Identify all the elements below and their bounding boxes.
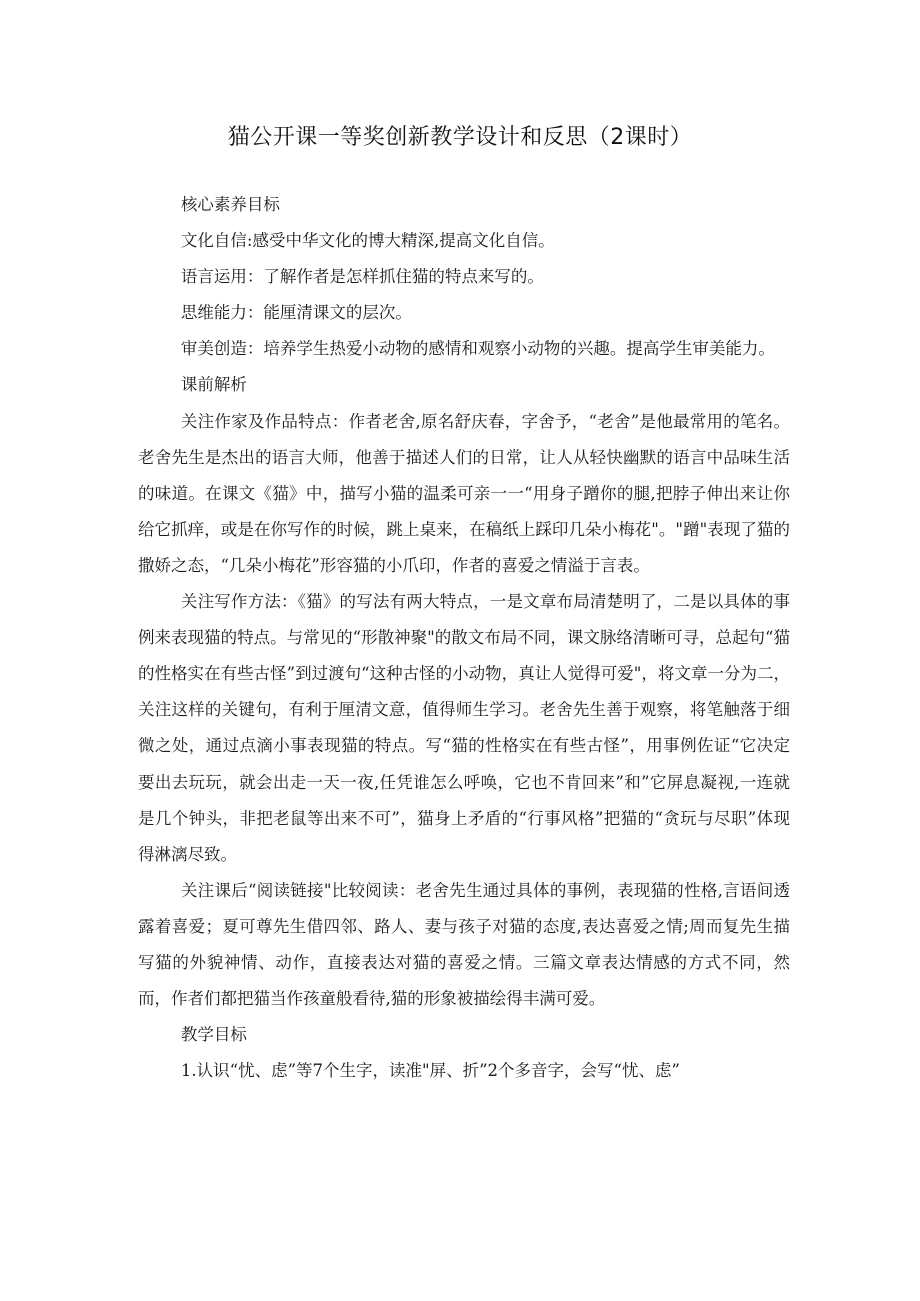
paragraph-author-features: 关注作家及作品特点：作者老舍,原名舒庆春，字舍予，“老舍”是他最常用的笔名。老舍先生是杰出的语言大师，他善于描述人们的日常，让人从轻快幽默的语言中品味生活的味道。在课文《猫》中，描写小猫的温柔可亲一一“用身子蹭你的腿,把脖子伸出来让你给它抓痒，或是在你写作的时候，跳上桌来，在稿纸上踩印几朵小梅花"。"蹭"表现了猫的撒娇之态，“几朵小梅花”形容猫的小爪印，作者的喜爱之情溢于言表。 <box>138 411 790 575</box>
paragraph-reading-link: 关注课后“阅读链接"比较阅读：老舍先生通过具体的事例，表现猫的性格,言语间透露着喜爱；夏可尊先生借四邻、路人、妻与孩子对猫的态度,表达喜爱之情;周而复先生描写猫的外貌神情、动作，直接表达对猫的喜爱之情。三篇文章表达情感的方式不同，然而，作者们都把猫当作孩童般看待,猫的形象被描绘得丰满可爱。 <box>138 880 790 1009</box>
paragraph-goal-1: 1.认识“忧、虑”等7个生字，读准"屏、折”2个多音字，会写“忧、虑” <box>180 1061 680 1081</box>
document-title: 猫公开课一等奖创新教学设计和反思（2课时） <box>227 125 693 150</box>
paragraph-language-use: 语言运用：了解作者是怎样抓住猫的特点来写的。 <box>180 267 544 287</box>
section-heading-teaching-goals: 教学目标 <box>180 1025 247 1045</box>
paragraph-cultural-confidence: 文化自信:感受中华文化的博大精深,提高文化自信。 <box>180 231 555 251</box>
section-heading-core-goals: 核心素养目标 <box>180 195 280 214</box>
paragraph-thinking-ability: 思维能力：能厘清课文的层次。 <box>180 303 412 323</box>
paragraph-writing-method: 关注写作方法：《猫》的写法有两大特点，一是文章布局清楚明了，二是以具体的事例来表现猫的特点。与常见的“形散神聚"的散文布局不同，课文脉络清晰可寻，总起句“猫的性格实在有些古怪”到过渡句“这种古怪的小动物，真让人觉得可爱"，将文章一分为二，关注这样的关键句，有利于厘清文意，值得师生学习。老舍先生善于观察，将笔触落于细微之处，通过点滴小事表现猫的特点。写“猫的性格实在有些古怪”，用事例佐证“它决定要出去玩玩，就会出走一天一夜,任凭谁怎么呼唤，它也不肯回来”和”它屏息凝视,一连就是几个钟头，非把老鼠等出来不可”，猫身上矛盾的“行事风格”把猫的“贪玩与尽职”体现得淋漓尽致。 <box>138 592 790 864</box>
paragraph-aesthetic-creation: 审美创造：培养学生热爱小动物的感情和观察小动物的兴趣。提高学生审美能力。 <box>180 339 775 359</box>
document-body <box>138 187 790 1089</box>
section-heading-pre-class-analysis: 课前解析 <box>180 375 247 395</box>
